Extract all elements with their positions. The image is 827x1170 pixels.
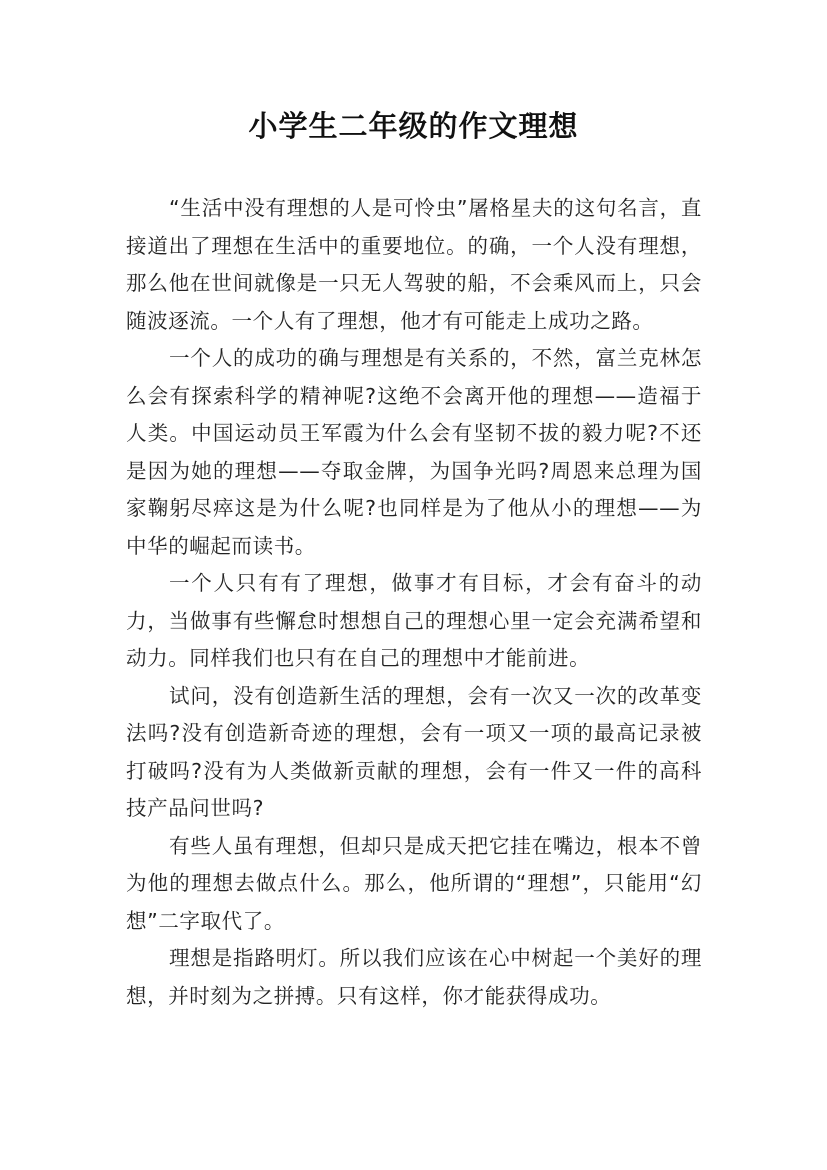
document-title: 小学生二年级的作文理想 (248, 109, 579, 143)
paragraph-3: 一个人只有有了理想，做事才有目标，才会有奋斗的动力，当做事有些懈怠时想想自己的理想心里一定会充满希望和动力。同样我们也只有在自己的理想中才能前进。 (126, 571, 702, 670)
paragraph-5: 有些人虽有理想，但却只是成天把它挂在嘴边，根本不曾为他的理想去做点什么。那么，他所谓的“理想”，只能用“幻想”二字取代了。 (126, 833, 702, 933)
document-body (126, 190, 702, 1015)
paragraph-6: 理想是指路明灯。所以我们应该在心中树起一个美好的理想，并时刻为之拼搏。只有这样，你才能获得成功。 (126, 946, 702, 1008)
paragraph-2: 一个人的成功的确与理想是有关系的，不然，富兰克林怎么会有探索科学的精神呢?这绝不会离开他的理想——造福于人类。中国运动员王军霞为什么会有坚韧不拔的毅力呢?不还是因为她的理想——夺取金牌，为国争光吗?周恩来总理为国家鞠躬尽瘁这是为什么呢?也同样是为了他从小的理想——为中华的崛起而读书。 (126, 346, 702, 558)
paragraph-1: “生活中没有理想的人是可怜虫”屠格星夫的这句名言，直接道出了理想在生活中的重要地位。的确，一个人没有理想，那么他在世间就像是一只无人驾驶的船，不会乘风而上，只会随波逐流。一个人有了理想，他才有可能走上成功之路。 (126, 196, 702, 333)
paragraph-4: 试问，没有创造新生活的理想，会有一次又一次的改革变法吗?没有创造新奇迹的理想，会有一项又一项的最高记录被打破吗?没有为人类做新贡献的理想，会有一件又一件的高科技产品问世吗? (126, 683, 702, 820)
